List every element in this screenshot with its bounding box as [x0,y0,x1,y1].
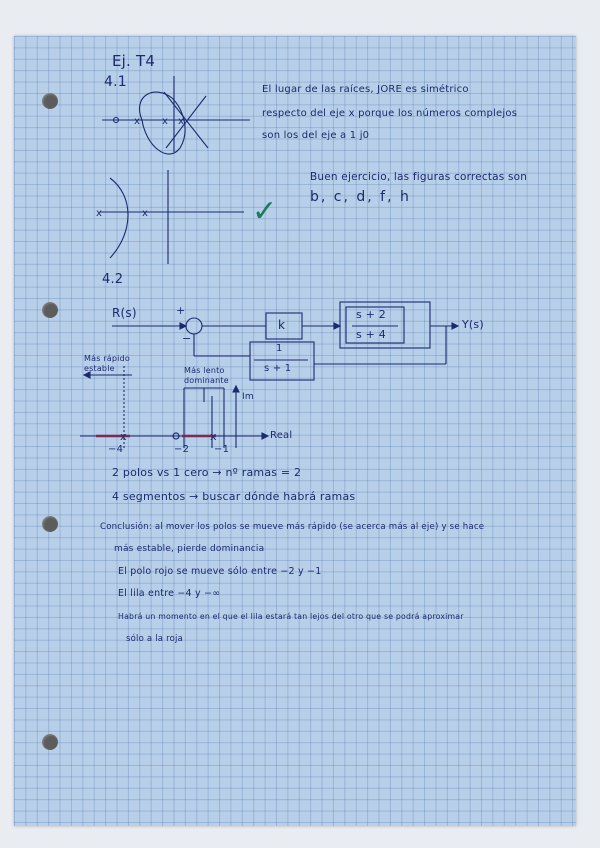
rl-arrowhead [233,386,239,392]
rl-tick-label: −4 [108,444,124,455]
hand-drawn-diagrams [14,36,576,826]
sketch1-pole: x [162,116,168,127]
conclusion-line: más estable, pierde dominancia [114,544,265,554]
ex2-note-line: 2 polos vs 1 cero → nº ramas = 2 [112,466,302,479]
exercise-number-2: 4.2 [102,272,124,287]
bd-output-label: Y(s) [462,318,484,331]
rl-pole: x [210,430,217,443]
conclusion-line: El lila entre −4 y −∞ [118,588,221,599]
sketch1-pole: x [134,116,140,127]
conclusion-line: Conclusión: al mover los polos se mueve más rápido (se acerca más al eje) y se hace [100,522,485,532]
bd-arrowhead [334,323,340,329]
rl-im-label: Im [242,392,254,402]
rl-pole: x [120,430,127,443]
bd-arrowhead [452,323,458,329]
ex1-note-line: El lugar de las raíces, JORE es simétrico [262,84,469,95]
ex1-answer-figures: b, c, d, f, h [310,189,411,205]
exercise-number-1: 4.1 [104,74,127,90]
bd-sum-minus: − [182,332,192,345]
ex1-note-line: son los del eje a 1 j0 [262,130,370,141]
rl-arrowhead [262,433,268,439]
sketch2-pole: x [96,208,102,219]
notebook-page [14,36,576,826]
rl-tick-label: −1 [214,444,230,455]
bd-sum-plus: + [176,304,186,317]
bd-arrowhead [180,323,186,329]
bd-plant-num: s + 2 [356,308,386,321]
rl-left-label: Más rápido estable [84,354,130,373]
check-icon: ✓ [252,194,278,229]
bd-plant-den: s + 4 [356,328,386,341]
sketch1-asymptote [166,96,206,148]
ex1-note-line: respecto del eje x porque los números complejos [262,108,518,119]
rl-re-label: Real [270,430,293,441]
sketch2-pole: x [142,208,148,219]
ex2-note-line: 4 segmentos → buscar dónde habrá ramas [112,490,356,503]
bd-feedback-num: 1 [276,343,283,354]
rl-right-label: Más lento dominante [184,366,229,385]
subject-title: Ej. T4 [112,52,156,70]
bd-input-label: R(s) [112,306,137,320]
conclusion-line: El polo rojo se mueve sólo entre −2 y −1 [118,566,322,577]
bd-gain-label: k [278,318,286,332]
bd-feedback-den: s + 1 [264,363,292,374]
sketch2-branch [110,178,128,258]
ex1-answer-line: Buen ejercicio, las figuras correctas son [310,171,528,183]
rl-tick-label: −2 [174,444,190,455]
conclusion-line: Habrá un momento en el que el lila estará tan lejos del otro que se podrá aproximar [118,612,464,621]
sketch1-pole: x [178,116,184,127]
conclusion-line: sólo a la roja [126,634,183,644]
